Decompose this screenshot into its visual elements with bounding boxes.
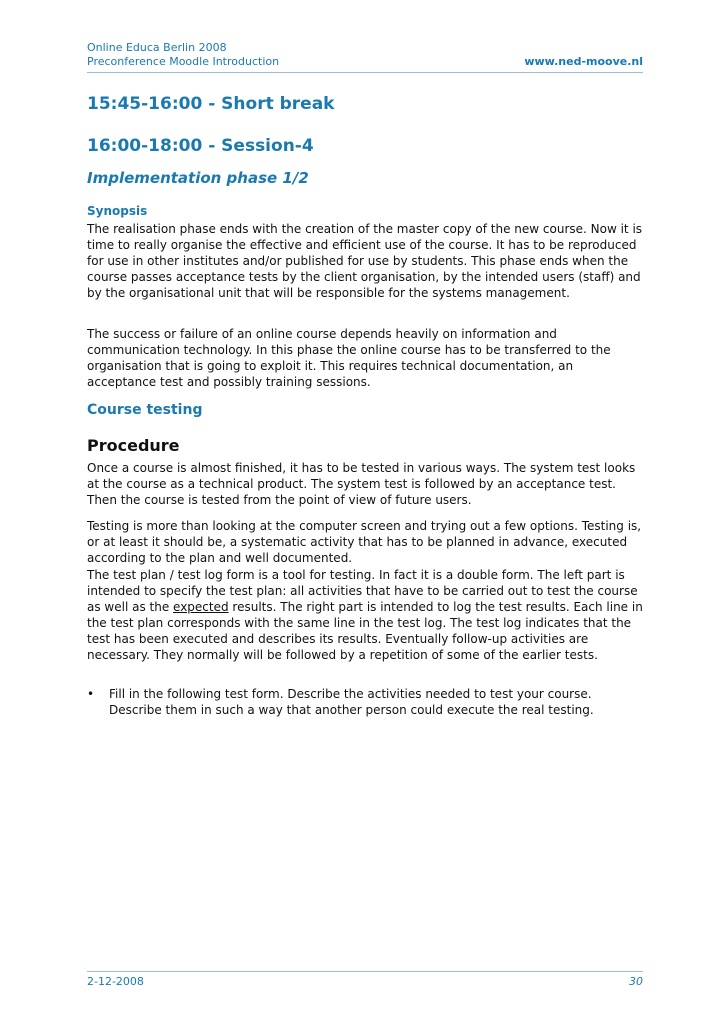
heading-short-break: 15:45-16:00 - Short break	[87, 94, 335, 114]
footer-divider	[87, 971, 643, 972]
footer-date: 2-12-2008	[87, 975, 144, 988]
heading-procedure: Procedure	[87, 436, 180, 455]
bullet-text: Fill in the following test form. Describe the activities needed to test your course. Describe them in such a way that another person could execute the real testing.	[109, 687, 594, 717]
heading-session: 16:00-18:00 - Session-4	[87, 136, 314, 156]
bullet-item	[87, 686, 643, 718]
procedure-p3-end: results. The right part is intended to log the test results. Each line in the test plan corresponds with the same line in the test log. The test log indicates that the test has been executed and describes its results. Eventually follow-up activities are necessary. They normally will be followed by a repetition of some of the earlier tests.	[87, 600, 643, 662]
page-header	[87, 41, 643, 69]
procedure-p3-start: The test plan / test log form is a tool for testing. In fact it is a double form. The left part is intended to specify the test plan: all activities that have to be carried out to test the course as well as the	[87, 568, 638, 614]
header-subtitle: Preconference Moodle Introduction	[87, 55, 280, 68]
page-number: 30	[629, 975, 643, 988]
header-divider	[87, 72, 643, 73]
heading-synopsis: Synopsis	[87, 204, 148, 218]
bullet-icon: •	[87, 687, 95, 701]
expected-underlined: expected	[173, 600, 229, 614]
synopsis-paragraph-2: The success or failure of an online course depends heavily on information and communication technology. In this phase the online course has to be transferred to the organisation that is going to exploit it. This requires technical documentation, an acceptance test and possibly training sessions.	[87, 327, 611, 389]
heading-implementation-phase: Implementation phase 1/2	[87, 169, 309, 187]
synopsis-paragraph-1: The realisation phase ends with the creation of the master copy of the new course. Now it is time to really organise the effective and efficient use of the course. It has to be reproduced for use in other institutes and/or published for use by students. This phase ends when the course passes acceptance tests by the client organisation, by the intended users (staff) and by the organisational unit that will be responsible for the systems management.	[87, 222, 643, 300]
header-event: Online Educa Berlin 2008	[87, 41, 227, 54]
procedure-paragraph-1: Once a course is almost finished, it has to be tested in various ways. The system test looks at the course as a technical product. The system test is followed by an acceptance test. Then the course is tested from the point of view of future users.	[87, 461, 636, 507]
header-url-link[interactable]: www.ned-moove.nl	[524, 55, 643, 68]
procedure-paragraph-2: Testing is more than looking at the computer screen and trying out a few options. Testing is, or at least it should be, a systematic activity that has to be planned in advance, executed according to the plan and well documented.	[87, 519, 642, 565]
procedure-paragraph-3	[87, 567, 643, 663]
page-footer	[87, 975, 643, 988]
heading-course-testing: Course testing	[87, 402, 203, 418]
